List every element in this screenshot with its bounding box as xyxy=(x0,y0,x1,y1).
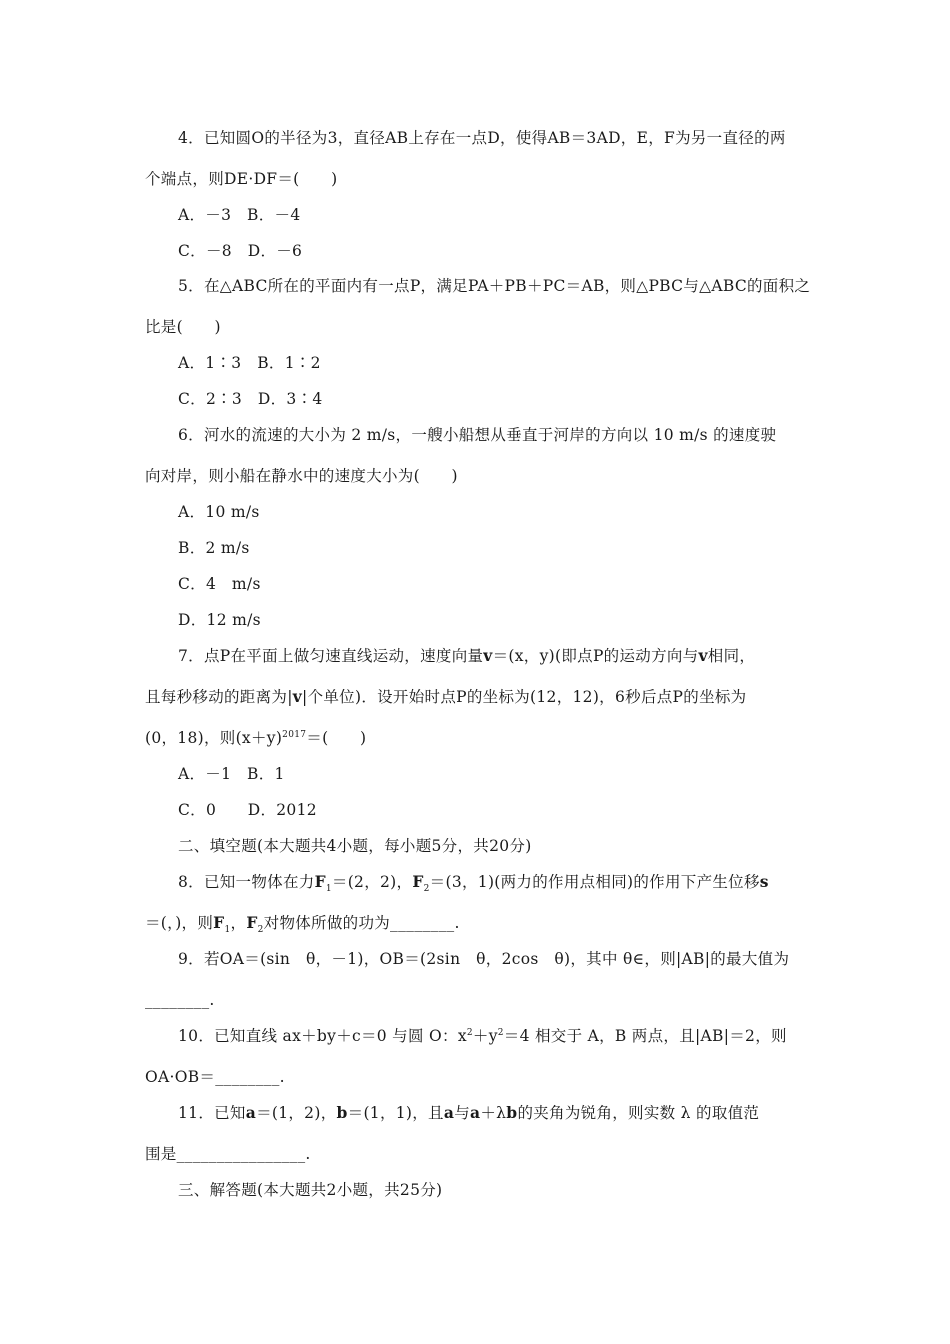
vector-v: v xyxy=(698,646,708,665)
q8-text: ＝(2，2)， xyxy=(331,873,413,891)
q5-line2: 比是( ) xyxy=(145,318,221,336)
q6-line2: 向对岸，则小船在静水中的速度大小为( ) xyxy=(145,467,458,485)
q8-text: 对物体所做的功为________. xyxy=(263,914,460,932)
q7-text: ＝( ) xyxy=(306,729,367,747)
q7-options-ab: A．－1 B．1 xyxy=(178,765,285,783)
q8-text: ＝(3，1)(两力的作用点相同)的作用下产生位移 xyxy=(429,873,760,891)
q4-line2: 个端点，则DE·DF＝( ) xyxy=(145,170,338,188)
q11-text: ＋λ xyxy=(480,1104,507,1122)
vector-f: F xyxy=(314,872,326,891)
vector-b: b xyxy=(336,1103,348,1122)
section-heading-solve: 三、解答题(本大题共2小题，共25分) xyxy=(178,1181,443,1199)
vector-f: F xyxy=(412,872,424,891)
q7-text: 7．点P在平面上做匀速直线运动，速度向量 xyxy=(178,647,484,665)
q11-text: ＝(1，2)， xyxy=(256,1104,337,1122)
q11-line2: 围是________________. xyxy=(145,1145,311,1163)
q6-line1: 6．河水的流速的大小为 2 m/s，一艘小船想从垂直于河岸的方向以 10 m/s 的速度驶 xyxy=(178,426,777,444)
q4-options-ab: A．－3 B．－4 xyxy=(178,206,301,224)
q7-line3 xyxy=(145,728,366,748)
q7-text: 且每秒移动的距离为| xyxy=(145,688,293,706)
subscript: 1 xyxy=(224,925,231,936)
q5-options-ab: A．1∶3 B．1∶2 xyxy=(178,354,321,372)
exponent: 2 xyxy=(497,1027,504,1038)
section-heading-fill-in: 二、填空题(本大题共4小题，每小题5分，共20分) xyxy=(178,837,532,855)
q5-line1: 5．在△ABC所在的平面内有一点P，满足PA＋PB＋PC＝AB，则△PBC与△ABC的面积之 xyxy=(178,277,811,295)
q7-line1 xyxy=(178,646,755,666)
vector-b: b xyxy=(506,1103,518,1122)
vector-a: a xyxy=(470,1103,481,1122)
q4-line1: 4．已知圆O的半径为3，直径AB上存在一点D，使得AB＝3AD，E，F为另一直径的两 xyxy=(178,129,786,147)
exponent: 2 xyxy=(466,1027,473,1038)
q8-text: ， xyxy=(230,914,247,932)
q10-text: ＝4 相交于 A，B 两点，且|AB|＝2，则 xyxy=(503,1027,787,1045)
q10-text: ＋y xyxy=(472,1027,498,1045)
q7-line2 xyxy=(145,687,746,707)
q6-option-a: A．10 m/s xyxy=(178,503,260,521)
q7-text: |个单位)．设开始时点P的坐标为(12，12)，6秒后点P的坐标为 xyxy=(302,688,747,706)
q6-option-c: C．4 m/s xyxy=(178,575,261,593)
vector-v: v xyxy=(483,646,493,665)
q9-line2: ________. xyxy=(145,991,215,1009)
q10-line1 xyxy=(178,1026,787,1046)
vector-a: a xyxy=(443,1103,455,1122)
q7-options-cd: C．0 D．2012 xyxy=(178,801,317,819)
subscript: 2 xyxy=(257,925,264,936)
q5-options-cd: C．2∶3 D．3∶4 xyxy=(178,390,323,408)
exponent: 2017 xyxy=(282,729,307,740)
vector-f: F xyxy=(246,913,258,932)
q11-text: 11．已知 xyxy=(178,1104,246,1122)
q8-line1 xyxy=(178,872,769,895)
q11-line1 xyxy=(178,1103,759,1123)
q11-text: 与 xyxy=(454,1104,471,1122)
q7-text: ＝(x，y)(即点P的运动方向与 xyxy=(492,647,699,665)
q10-text: 10．已知直线 ax＋by＋c＝0 与圆 O：x xyxy=(178,1027,467,1045)
q7-text: 相同， xyxy=(707,647,756,665)
vector-a: a xyxy=(245,1103,257,1122)
q8-text: 8．已知一物体在力 xyxy=(178,873,315,891)
q10-line2: OA·OB＝________. xyxy=(145,1068,285,1086)
subscript: 2 xyxy=(423,884,430,895)
q4-options-cd: C．－8 D．－6 xyxy=(178,242,303,260)
subscript: 1 xyxy=(325,884,332,895)
q6-option-b: B．2 m/s xyxy=(178,539,250,557)
vector-v: v xyxy=(292,687,303,706)
q8-line2 xyxy=(145,913,460,936)
q9-line1: 9．若OA＝(sin θ，－1)，OB＝(2sin θ，2cos θ)，其中 θ∈，则|AB|的最大值为 xyxy=(178,950,790,968)
q11-text: ＝(1，1)，且 xyxy=(347,1104,444,1122)
vector-f: F xyxy=(213,913,225,932)
q8-text: ＝(，)，则 xyxy=(145,914,214,932)
q6-option-d: D．12 m/s xyxy=(178,611,261,629)
vector-s: s xyxy=(759,872,769,891)
q7-text: (0，18)，则(x＋y) xyxy=(145,729,283,747)
q11-text: 的夹角为锐角，则实数 λ 的取值范 xyxy=(517,1104,760,1122)
